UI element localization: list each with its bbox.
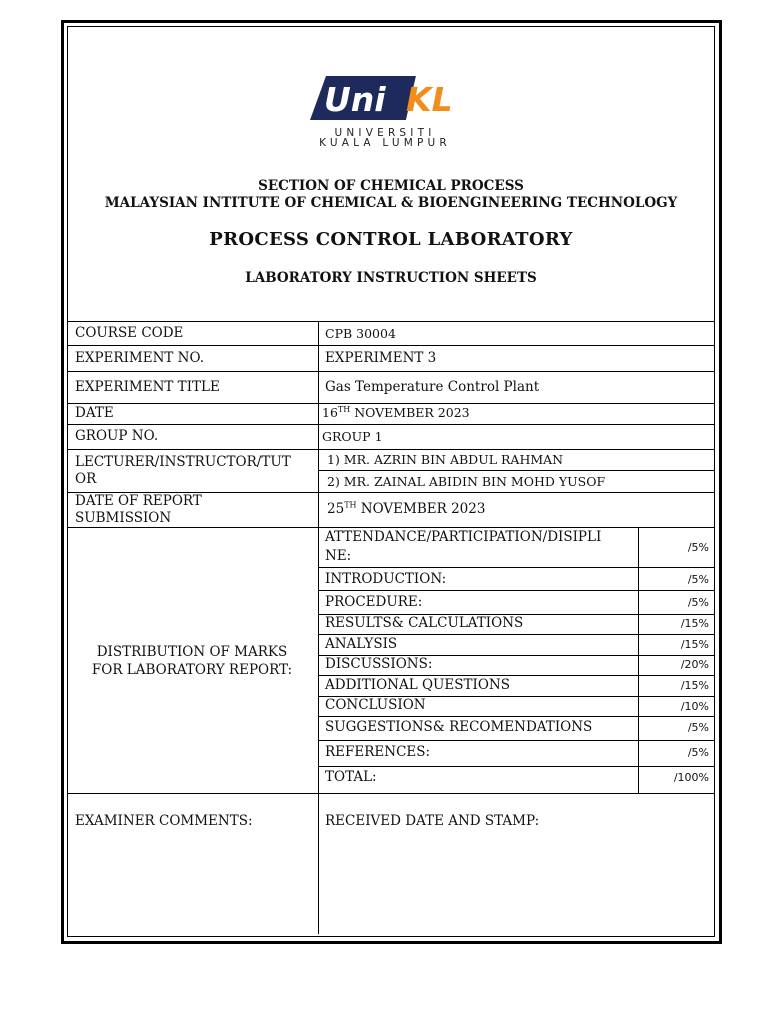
marks-row-line (318, 675, 715, 676)
marks-item-conclusion: CONCLUSION (325, 697, 426, 713)
logo-subtitle (310, 128, 460, 148)
lecturer-1: 1) MR. AZRIN BIN ABDUL RAHMAN (327, 452, 564, 467)
table-row-line (67, 371, 715, 372)
date-month-year: NOVEMBER 2023 (350, 405, 470, 420)
group-value: GROUP 1 (322, 429, 383, 444)
marks-row-line (318, 590, 715, 591)
experiment-no-value: EXPERIMENT 3 (325, 350, 437, 366)
page-title: PROCESS CONTROL LABORATORY (209, 229, 573, 250)
logo-line-2: KUALA LUMPUR (319, 137, 451, 149)
submission-label-line-2: SUBMISSION (75, 510, 172, 526)
group-label: GROUP NO. (75, 428, 159, 444)
marks-distribution-label (67, 643, 317, 679)
marks-row-line (318, 766, 715, 767)
table-row-line (67, 345, 715, 346)
table-row-line (67, 449, 715, 450)
date-suffix: TH (337, 404, 351, 414)
logo-kl-text: KL (406, 80, 453, 119)
lecturer-label-line-2: OR (75, 471, 97, 487)
marks-value-additional-questions: /15% (680, 679, 709, 692)
marks-item-analysis: ANALYSIS (325, 636, 398, 652)
marks-item-additional-questions: ADDITIONAL QUESTIONS (325, 677, 510, 693)
marks-item-introduction: INTRODUCTION: (325, 571, 447, 587)
marks-item-discussions: DISCUSSIONS: (325, 656, 433, 672)
marks-item-total: TOTAL: (325, 769, 377, 785)
marks-item-attendance-line-2: NE: (325, 548, 352, 564)
received-date-stamp-label: RECEIVED DATE AND STAMP: (325, 813, 540, 829)
marks-value-discussions: /20% (680, 658, 709, 671)
marks-value-suggestions: /5% (687, 721, 709, 734)
submission-day: 25 (327, 501, 345, 517)
marks-item-results: RESULTS& CALCULATIONS (325, 615, 524, 631)
table-row-line (67, 793, 715, 794)
marks-value-results: /15% (680, 617, 709, 630)
marks-item-attendance-line-1: ATTENDANCE/PARTICIPATION/DISIPLI (325, 529, 602, 545)
lecturer-split-line (318, 470, 715, 471)
marks-item-procedure: PROCEDURE: (325, 594, 423, 610)
marks-row-line (318, 567, 715, 568)
date-day: 16 (322, 405, 338, 420)
page-subtitle: LABORATORY INSTRUCTION SHEETS (245, 270, 537, 286)
lecturer-label-line-1: LECTURER/INSTRUCTOR/TUT (75, 454, 291, 470)
experiment-no-label: EXPERIMENT NO. (75, 350, 205, 366)
table-column-divider (318, 321, 319, 934)
lecturer-2: 2) MR. ZAINAL ABIDIN BIN MOHD YUSOF (327, 474, 606, 489)
submission-date-value (327, 501, 485, 518)
logo-uni-text: Uni (324, 80, 386, 119)
marks-value-analysis: /15% (680, 638, 709, 651)
marks-label-line-1: DISTRIBUTION OF MARKS (96, 644, 288, 660)
marks-item-references: REFERENCES: (325, 744, 431, 760)
course-code-label: COURSE CODE (75, 325, 184, 341)
marks-item-suggestions: SUGGESTIONS& RECOMENDATIONS (325, 719, 593, 735)
marks-value-attendance: /5% (687, 541, 709, 554)
submission-label-line-1: DATE OF REPORT (75, 493, 202, 509)
submission-suffix: TH (344, 500, 357, 510)
table-row-line (67, 424, 715, 425)
marks-value-total: /100% (673, 771, 709, 784)
marks-value-references: /5% (687, 746, 709, 759)
examiner-comments-label: EXAMINER COMMENTS: (75, 813, 253, 829)
submission-month-year: NOVEMBER 2023 (356, 501, 486, 517)
marks-row-line (318, 740, 715, 741)
table-top-line (67, 321, 715, 322)
section-heading: SECTION OF CHEMICAL PROCESS (258, 178, 524, 194)
marks-row-line (318, 716, 715, 717)
experiment-title-label: EXPERIMENT TITLE (75, 379, 220, 395)
institute-heading: MALAYSIAN INTITUTE OF CHEMICAL & BIOENGINEERING TECHNOLOGY (104, 195, 678, 211)
marks-row-line (318, 634, 715, 635)
marks-value-procedure: /5% (687, 596, 709, 609)
marks-value-introduction: /5% (687, 573, 709, 586)
date-value (322, 404, 470, 421)
marks-label-line-2: FOR LABORATORY REPORT: (91, 662, 293, 678)
table-row-line (67, 527, 715, 528)
course-code-value: CPB 30004 (325, 326, 396, 341)
date-label: DATE (75, 405, 114, 421)
marks-value-conclusion: /10% (680, 700, 709, 713)
experiment-title-value: Gas Temperature Control Plant (325, 379, 540, 395)
logo-line-1: UNIVERSITI (334, 127, 436, 139)
